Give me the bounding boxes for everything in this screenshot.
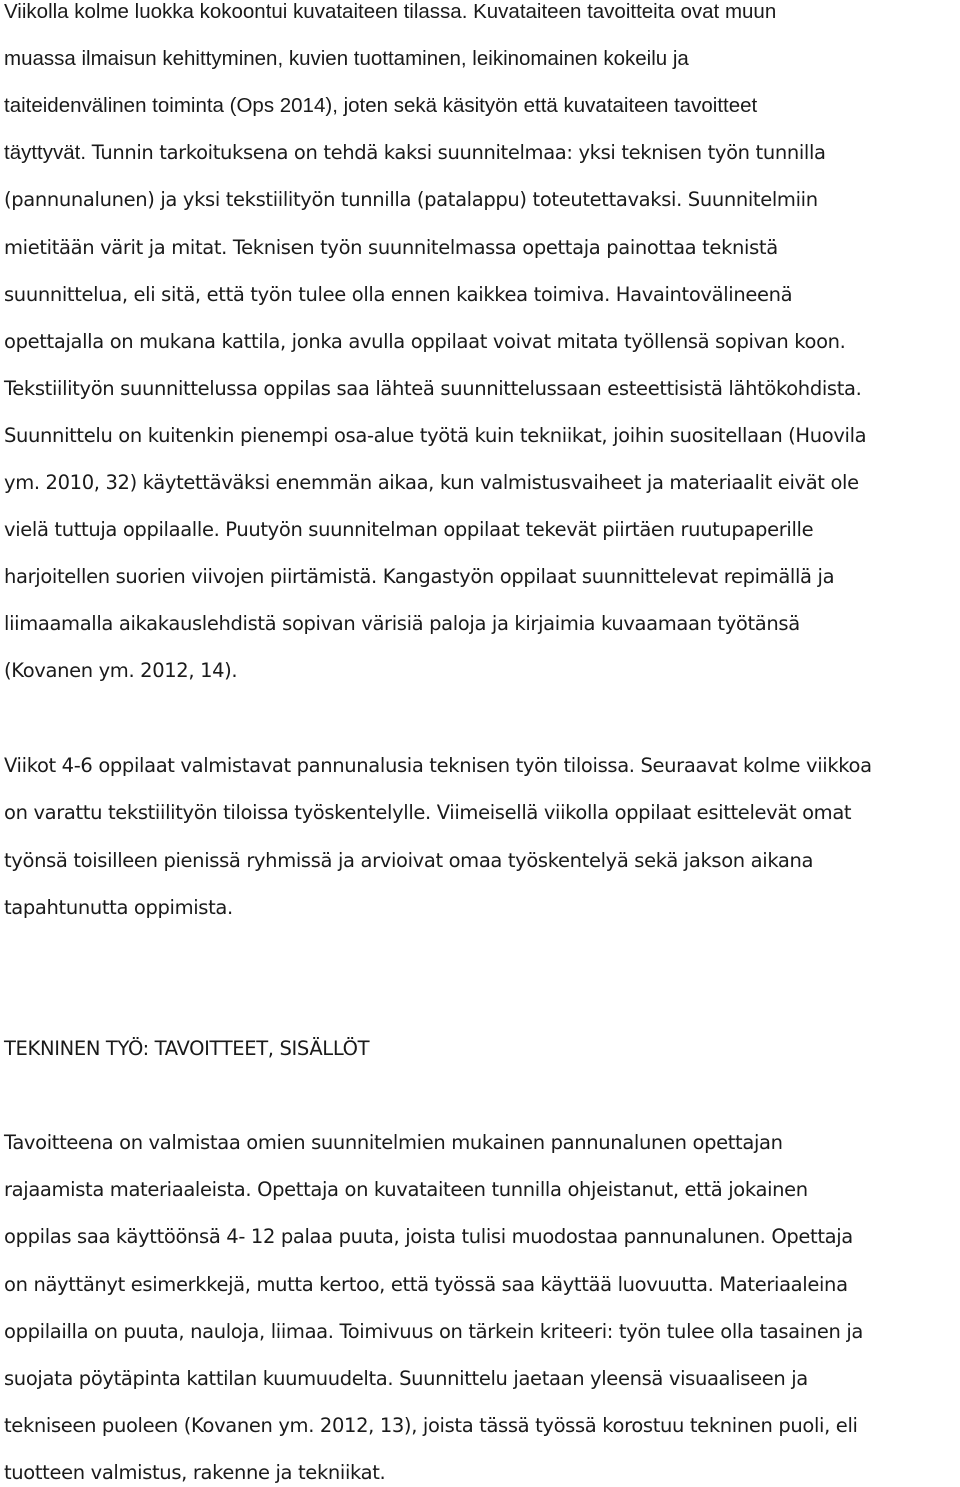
- text-line: [4, 1035, 369, 1063]
- text-line: [4, 375, 861, 403]
- text-segment: suunnittelua, eli sitä, että työn tulee olla ennen kaikkea toimiva. Havaintovälineenä: [4, 282, 793, 306]
- text-segment: työnsä toisilleen pienissä ryhmissä ja arvioivat omaa työskentelyä sekä jakson aikana: [4, 848, 814, 872]
- text-line: [4, 1271, 848, 1299]
- text-segment: rajaamista materiaaleista. Opettaja on kuvataiteen tunnilla ohjeistanut, että jokainen: [4, 1178, 808, 1202]
- text-segment: tuotteen valmistus, rakenne ja tekniikat.: [4, 1461, 386, 1485]
- text-line: [4, 894, 233, 922]
- text-line: [4, 1412, 858, 1440]
- text-line: [4, 1318, 863, 1346]
- text-segment: liimaamalla aikakauslehdistä sopivan värisiä paloja ja kirjaimia kuvaamaan työtänsä: [4, 612, 800, 636]
- text-line: [4, 139, 826, 167]
- text-segment: muassa ilmaisun kehittyminen, kuvien tuottaminen, leikinomainen kokeilu ja: [4, 47, 689, 71]
- text-line: [4, 186, 818, 214]
- text-line: [4, 1176, 808, 1204]
- text-segment: Tekstiilityön suunnittelussa oppilas saa lähteä suunnittelussaan esteettisistä lähtökohdista.: [4, 376, 862, 400]
- text-line: [4, 328, 846, 356]
- text-segment: harjoitellen suorien viivojen piirtämistä. Kangastyön oppilaat suunnittelevat repimällä ja: [4, 565, 835, 589]
- text-line: [4, 92, 757, 120]
- text-line: [4, 1459, 385, 1487]
- text-segment: oppilailla on puuta, nauloja, liimaa. Toimivuus on tärkein kriteeri: työn tulee olla tasainen ja: [4, 1319, 863, 1343]
- text-segment: TEKNINEN TYÖ: TAVOITTEET, SISÄLLÖT: [4, 1037, 370, 1060]
- text-line: [4, 657, 237, 685]
- text-segment: täyttyvät.: [4, 141, 92, 165]
- text-segment: Viikot 4-6 oppilaat valmistavat pannunalusia teknisen työn tiloissa. Seuraavat kolme viikkoa: [4, 754, 872, 777]
- text-line: [4, 1365, 808, 1393]
- text-segment: Suunnittelu on kuitenkin pienempi osa-alue työtä kuin tekniikat, joihin suositellaan (Huovila: [4, 423, 867, 447]
- text-segment: suojata pöytäpinta kattilan kuumuudelta. Suunnittelu jaetaan yleensä visuaaliseen ja: [4, 1367, 808, 1390]
- text-segment: opettajalla on mukana kattila, jonka avulla oppilaat voivat mitata työllensä sopivan koon.: [4, 329, 846, 353]
- text-line: [4, 1129, 783, 1157]
- text-segment: tekniseen puoleen (Kovanen ym. 2012, 13), joista tässä työssä korostuu tekninen puoli, eli: [4, 1414, 858, 1438]
- text-line: [4, 799, 851, 827]
- text-segment: Tavoitteena on valmistaa omien suunnitelmien mukainen pannunalunen opettajan: [4, 1131, 783, 1154]
- text-segment: on näyttänyt esimerkkejä, mutta kertoo, että työssä saa käyttää luovuutta. Materiaaleina: [4, 1272, 848, 1296]
- text-segment: Viikolla kolme luokka kokoontui kuvataiteen tilassa. Kuvataiteen tavoitteita ovat muun: [4, 0, 777, 23]
- text-line: [4, 422, 866, 450]
- text-segment: mietitään värit ja mitat. Teknisen työn suunnitelmassa opettaja painottaa teknistä: [4, 235, 778, 259]
- text-line: [4, 45, 689, 73]
- text-segment: taiteidenvälinen toiminta (Ops 2014), joten sekä käsityön että kuvataiteen tavoitteet: [4, 94, 758, 118]
- text-segment: Tunnin tarkoituksena on tehdä kaksi suunnitelmaa: yksi teknisen työn tunnilla: [91, 141, 826, 165]
- text-segment: ym. 2010, 32) käytettäväksi enemmän aikaa, kun valmistusvaiheet ja materiaalit eivät ole: [4, 471, 859, 494]
- text-segment: (pannunalunen) ja yksi tekstiilityön tunnilla (patalappu) toteutettavaksi. Suunnitelmiin: [4, 188, 818, 212]
- text-line: [4, 281, 792, 309]
- text-line: [4, 847, 813, 875]
- text-segment: (Kovanen ym. 2012, 14).: [4, 659, 238, 683]
- text-line: [4, 752, 872, 780]
- text-segment: vielä tuttuja oppilaalle. Puutyön suunnitelman oppilaat tekevät piirtäen ruutupaperille: [4, 518, 814, 542]
- text-line: [4, 516, 813, 544]
- text-line: [4, 469, 859, 497]
- text-segment: tapahtunutta oppimista.: [4, 895, 233, 919]
- text-line: [4, 234, 778, 262]
- text-line: [4, 563, 834, 591]
- text-line: [4, 0, 776, 26]
- text-segment: on varattu tekstiilityön tiloissa työskentelylle. Viimeisellä viikolla oppilaat esittelevät omat: [4, 801, 852, 825]
- text-segment: oppilas saa käyttöönsä 4- 12 palaa puuta, joista tulisi muodostaa pannunalunen. Opettaja: [4, 1225, 853, 1249]
- text-line: [4, 1223, 853, 1251]
- text-line: [4, 610, 800, 638]
